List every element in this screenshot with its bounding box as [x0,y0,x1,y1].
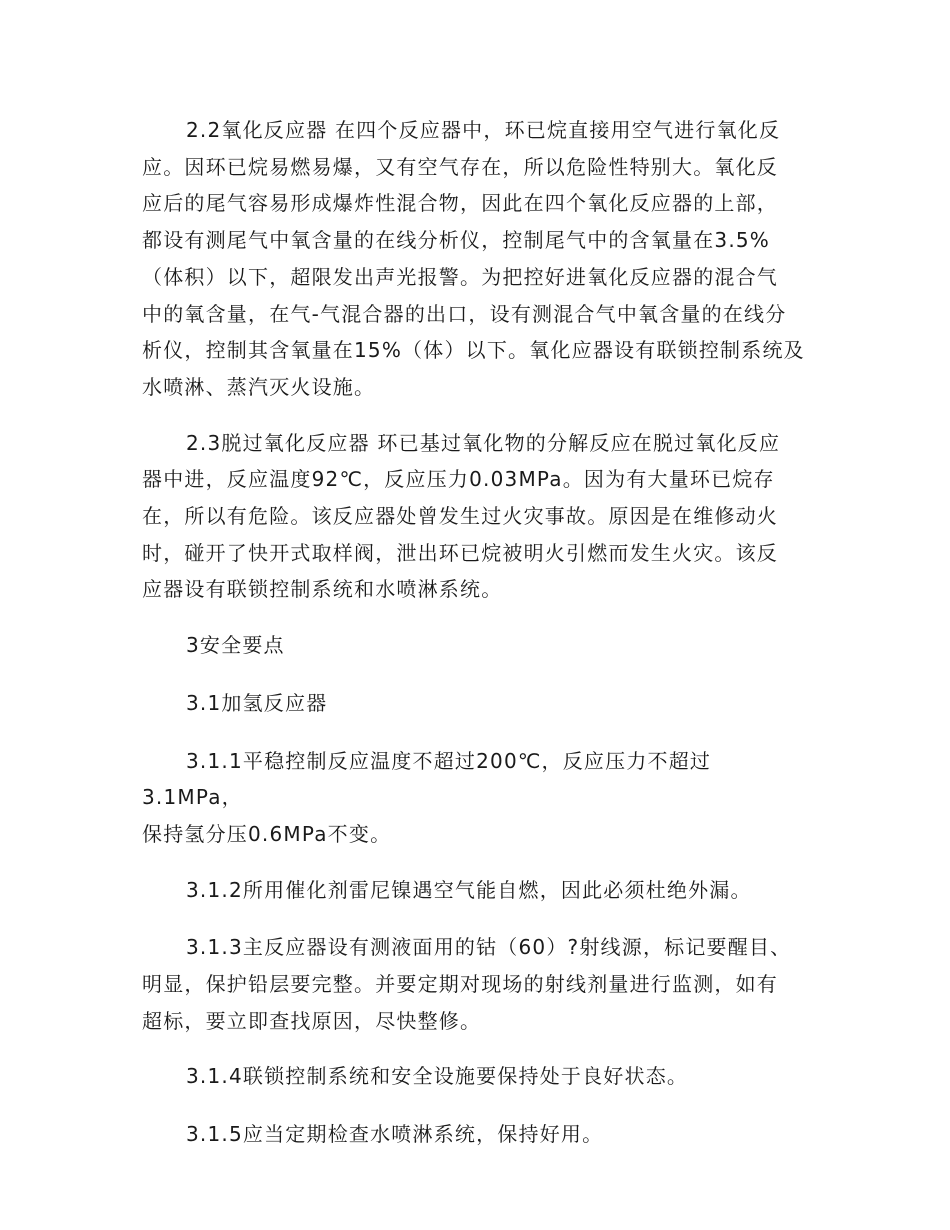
subsection-heading-hydrogenation-reactor: 3.1加氢反应器 [186,690,328,715]
paragraph-3-1-4: 3.1.4联锁控制系统和安全设施要保持处于良好状态。 [186,1064,689,1089]
paragraph-deperoxidation-reactor: 2.3脱过氧化反应器 环已基过氧化物的分解反应在脱过氧化反应 器中进，反应温度92℃，反应压力0.03MPa。因为有大量环已烷存 在，所以有危险。该反应器处曾发生过火灾事故。原因是在维修动火 时，碰开了快开式取样阀，泄出环已烷被明火引燃而发生火灾。该反 应器设有联锁控制系统和水喷淋系统。 [142,430,781,602]
paragraph-3-1-3: 3.1.3主反应器设有测液面用的钴（60）?射线源，标记要醒目、 明显，保护铅层要完整。并要定期对现场的射线剂量进行监测，如有 超标，要立即查找原因，尽快整修。 [142,935,792,1033]
document-body [142,112,810,1174]
paragraph-3-1-1: 3.1.1平稳控制反应温度不超过200℃，反应压力不超过3.1MPa， 保持氢分压0.6MPa不变。 [142,748,712,846]
section-heading-safety-points: 3安全要点 [186,633,285,658]
paragraph-3-1-2: 3.1.2所用催化剂雷尼镍遇空气能自燃，因此必须杜绝外漏。 [186,877,752,902]
paragraph-oxidation-reactor: 2.2氧化反应器 在四个反应器中，环已烷直接用空气进行氧化反 应。因环已烷易燃易爆，又有空气存在，所以危险性特别大。氧化反 应后的尾气容易形成爆炸性混合物，因此在四个氧化反应器的上部， 都设有测尾气中氧含量的在线分析仪，控制尾气中的含氧量在3.5% （体积）以下，超限发出声光报警。为把控好进氧化反应器的混合气 中的氧含量，在气-气混合器的出口，设有测混合气中氧含量的在线分 析仪，控制其含氧量在15%（体）以下。氧化应器设有联锁控制系统及 水喷淋、蒸汽灭火设施。 [142,118,805,399]
paragraph-3-1-5: 3.1.5应当定期检查水喷淋系统，保持好用。 [186,1122,604,1147]
